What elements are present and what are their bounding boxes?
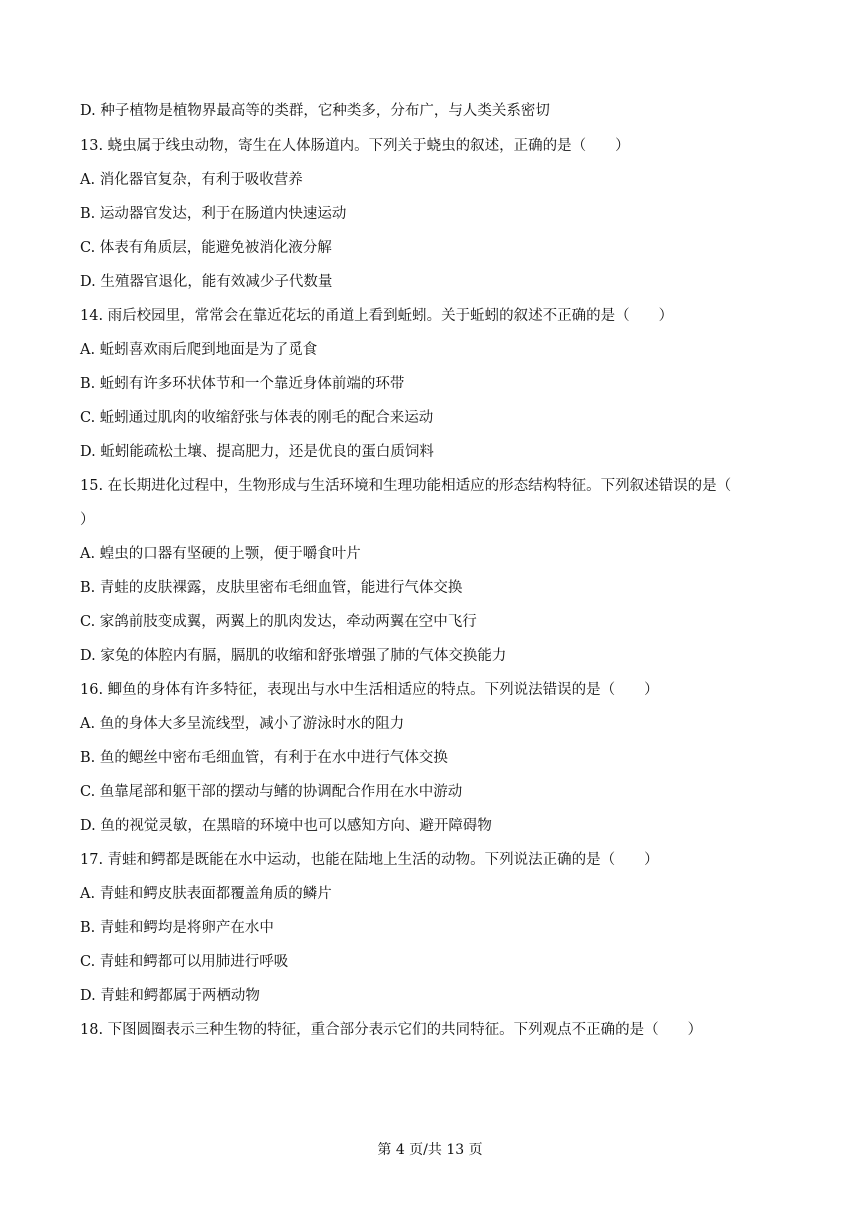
option-14-d: D. 蚯蚓能疏松土壤、提高肥力，还是优良的蛋白质饲料 (80, 444, 434, 460)
option-17-d: D. 青蛙和鳄都属于两栖动物 (80, 988, 260, 1004)
question-18-stem: 18. 下图圆圈表示三种生物的特征，重合部分表示它们的共同特征。下列观点不正确的是（ ） (80, 1022, 703, 1038)
option-17-a: A. 青蛙和鳄皮肤表面都覆盖角质的鳞片 (80, 886, 332, 902)
option-16-a: A. 鱼的身体大多呈流线型，减小了游泳时水的阻力 (80, 716, 405, 732)
option-14-c: C. 蚯蚓通过肌肉的收缩舒张与体表的刚毛的配合来运动 (80, 410, 434, 426)
question-16-stem: 16. 鲫鱼的身体有许多特征，表现出与水中生活相适应的特点。下列说法错误的是（ ） (80, 682, 659, 698)
question-15-stem-continued: ） (80, 512, 95, 528)
option-14-b: B. 蚯蚓有许多环状体节和一个靠近身体前端的环带 (80, 376, 405, 392)
option-17-c: C. 青蛙和鳄都可以用肺进行呼吸 (80, 954, 289, 970)
option-16-d: D. 鱼的视觉灵敏，在黑暗的环境中也可以感知方向、避开障碍物 (80, 818, 492, 834)
option-16-c: C. 鱼靠尾部和躯干部的摆动与鳍的协调配合作用在水中游动 (80, 784, 463, 800)
option-15-a: A. 蝗虫的口器有坚硬的上颚，便于嚼食叶片 (80, 546, 361, 562)
option-16-b: B. 鱼的鳃丝中密布毛细血管，有利于在水中进行气体交换 (80, 750, 448, 766)
option-12-d: D. 种子植物是植物界最高等的类群，它种类多，分布广，与人类关系密切 (80, 103, 550, 119)
option-17-b: B. 青蛙和鳄均是将卵产在水中 (80, 920, 274, 936)
option-15-d: D. 家兔的体腔内有膈，膈肌的收缩和舒张增强了肺的气体交换能力 (80, 648, 507, 664)
question-13-stem: 13. 蛲虫属于线虫动物，寄生在人体肠道内。下列关于蛲虫的叙述，正确的是（ ） (80, 138, 630, 154)
question-14-stem: 14. 雨后校园里，常常会在靠近花坛的甬道上看到蚯蚓。关于蚯蚓的叙述不正确的是（ ） (80, 308, 674, 324)
question-17-stem: 17. 青蛙和鳄都是既能在水中运动，也能在陆地上生活的动物。下列说法正确的是（ ） (80, 852, 659, 868)
question-15-stem: 15. 在长期进化过程中，生物形成与生活环境和生理功能相适应的形态结构特征。下列叙述错误的是（ (80, 478, 732, 494)
option-15-c: C. 家鸽前肢变成翼，两翼上的肌肉发达，牵动两翼在空中飞行 (80, 614, 477, 630)
option-13-b: B. 运动器官发达，利于在肠道内快速运动 (80, 206, 347, 222)
option-14-a: A. 蚯蚓喜欢雨后爬到地面是为了觅食 (80, 342, 318, 358)
option-13-d: D. 生殖器官退化，能有效减少子代数量 (80, 274, 333, 290)
option-15-b: B. 青蛙的皮肤裸露，皮肤里密布毛细血管，能进行气体交换 (80, 580, 463, 596)
option-13-c: C. 体表有角质层，能避免被消化液分解 (80, 240, 332, 256)
option-13-a: A. 消化器官复杂，有利于吸收营养 (80, 172, 303, 188)
page-footer: 第 4 页/共 13 页 (377, 1142, 483, 1158)
